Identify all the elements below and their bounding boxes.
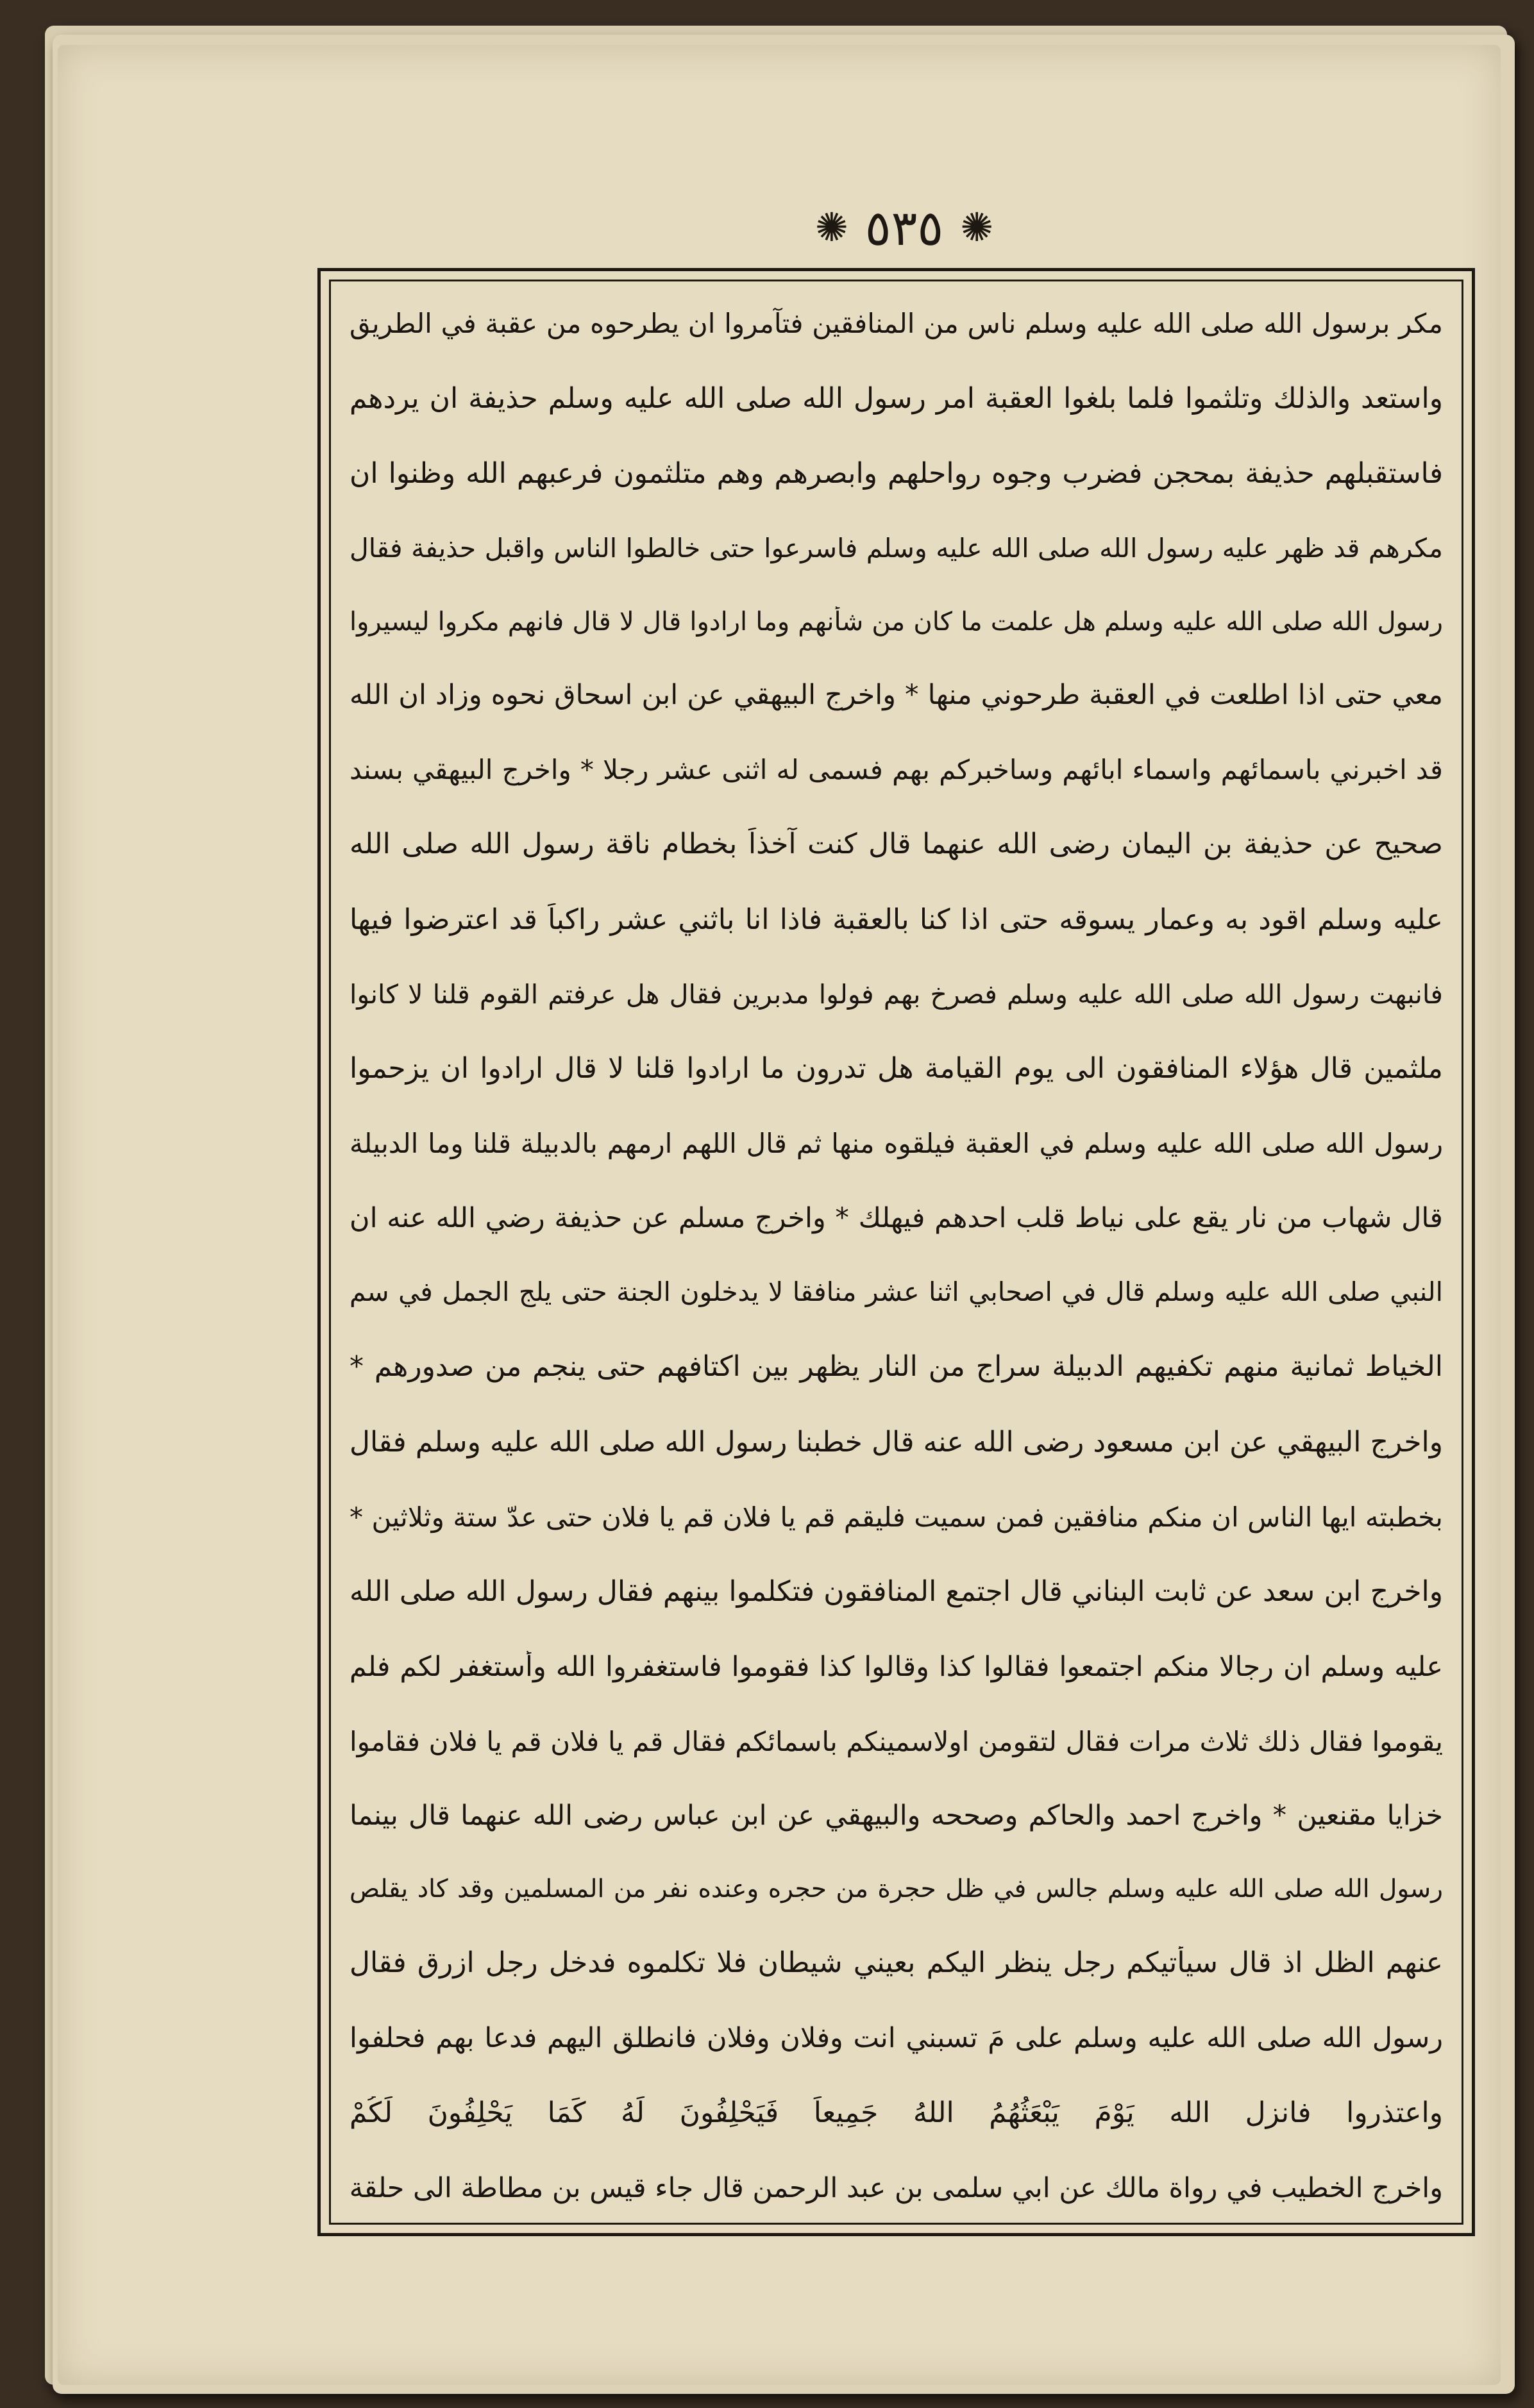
text-line: خزايا مقنعين * واخرج احمد والحاكم وصححه والبيهقي عن ابن عباس رضى الله عنهما قال بينما [350, 1800, 1443, 1832]
text-line: صحيح عن حذيفة بن اليمان رضى الله عنهما قال كنت آخذاً بخطام ناقة رسول الله صلى الله [350, 828, 1443, 861]
text-line: رسول الله صلى الله عليه وسلم جالس في ظل حجرة من حجره وعنده نفر من المسلمين وقد كاد يقلص [350, 1874, 1443, 1903]
ornament-left-icon: ✺ [814, 204, 848, 251]
page-number-header [770, 192, 1039, 263]
text-line: واخرج الخطيب في رواة مالك عن ابي سلمى بن عبد الرحمن قال جاء قيس بن مطاطة الى حلقة [350, 2172, 1443, 2205]
text-line: ملثمين قال هؤلاء المنافقون الى يوم القيامة هل تدرون ما ارادوا قلنا لا قال ارادوا ان يزحموا [350, 1052, 1443, 1085]
text-line: رسول الله صلى الله عليه وسلم في العقبة فيلقوه منها ثم قال اللهم ارمهم بالدبيلة قلنا وما الدبيلة [350, 1128, 1443, 1160]
text-line: قال شهاب من نار يقع على نياط قلب احدهم فيهلك * واخرج مسلم عن حذيفة رضي الله عنه ان [350, 1201, 1443, 1234]
text-line: عليه وسلم ان رجالا منكم اجتمعوا فقالوا كذا وقالوا كذا فقوموا فاستغفروا الله وأستغفر لكم فلم [350, 1650, 1443, 1683]
text-line: الخياط ثمانية منهم تكفيهم الدبيلة سراج من النار يظهر بين اكتافهم حتى ينجم من صدورهم * [350, 1350, 1443, 1383]
text-line: رسول الله صلى الله عليه وسلم على مَ تسبني انت وفلان وفلان فانطلق اليهم فدعا بهم فحلفوا [350, 2021, 1443, 2054]
text-line: واعتذروا فانزل الله يَوْمَ يَبْعَثُهُمُ اللهُ جَمِيعاً فَيَحْلِفُونَ لَهُ كَمَا يَحْلِفُونَ لَكُمْ [350, 2096, 1443, 2130]
text-line: واستعد والذلك وتلثموا فلما بلغوا العقبة امر رسول الله صلى الله عليه وسلم حذيفة ان يردهم [350, 381, 1443, 415]
text-line: مكر برسول الله صلى الله عليه وسلم ناس من المنافقين فتآمروا ان يطرحوه من عقبة في الطريق [350, 308, 1443, 339]
text-line: واخرج ابن سعد عن ثابت البناني قال اجتمع المنافقون فتكلموا بينهم فقال رسول الله صلى الله [350, 1575, 1443, 1609]
ornament-right-icon: ✺ [960, 204, 994, 251]
text-line: قد اخبرني باسمائهم واسماء ابائهم وساخبركم بهم فسمى له اثنى عشر رجلا * واخرج البيهقي بسند [350, 753, 1443, 785]
text-line: بخطبته ايها الناس ان منكم منافقين فمن سميت فليقم قم يا فلان قم يا فلان حتى عدّ ستة وثلاثين * [350, 1501, 1443, 1533]
text-line: مكرهم قد ظهر عليه رسول الله صلى الله عليه وسلم فاسرعوا حتى خالطوا الناس واقبل حذيفة فقال [350, 533, 1443, 564]
text-line: فاستقبلهم حذيفة بمحجن فضرب وجوه رواحلهم وابصرهم وهم متلثمون فرعبهم الله وظنوا ان [350, 457, 1443, 490]
text-line: يقوموا فقال ذلك ثلاث مرات فقال لتقومن اولاسمينكم باسمائكم فقال قم يا فلان قم يا فلان فقاموا [350, 1725, 1443, 1757]
page-number: ٥٣٥ [864, 199, 944, 256]
text-line: فانبهت رسول الله صلى الله عليه وسلم فصرخ بهم فولوا مدبرين فقال هل عرفتم القوم قلنا لا كانوا [350, 978, 1443, 1010]
text-line: النبي صلى الله عليه وسلم قال في اصحابي اثنا عشر منافقا لا يدخلون الجنة حتى يلج الجمل في سم [350, 1276, 1443, 1308]
main-text [350, 308, 1443, 2205]
text-line: عنهم الظل اذ قال سيأتيكم رجل ينظر اليكم بعيني شيطان فلا تكلموه فدخل رجل ازرق فقال [350, 1946, 1443, 1979]
text-line: رسول الله صلى الله عليه وسلم هل علمت ما كان من شأنهم وما ارادوا قال لا قال فانهم مكروا ليسيروا [350, 606, 1443, 637]
text-line: معي حتى اذا اطلعت في العقبة طرحوني منها * واخرج البيهقي عن ابن اسحاق نحوه وزاد ان الله [350, 678, 1443, 711]
text-line: عليه وسلم اقود به وعمار يسوقه حتى اذا كنا بالعقبة فاذا انا باثني عشر راكباً قد اعترضوا فيها [350, 903, 1443, 936]
text-line: واخرج البيهقي عن ابن مسعود رضى الله عنه قال خطبنا رسول الله صلى الله عليه وسلم فقال [350, 1425, 1443, 1459]
